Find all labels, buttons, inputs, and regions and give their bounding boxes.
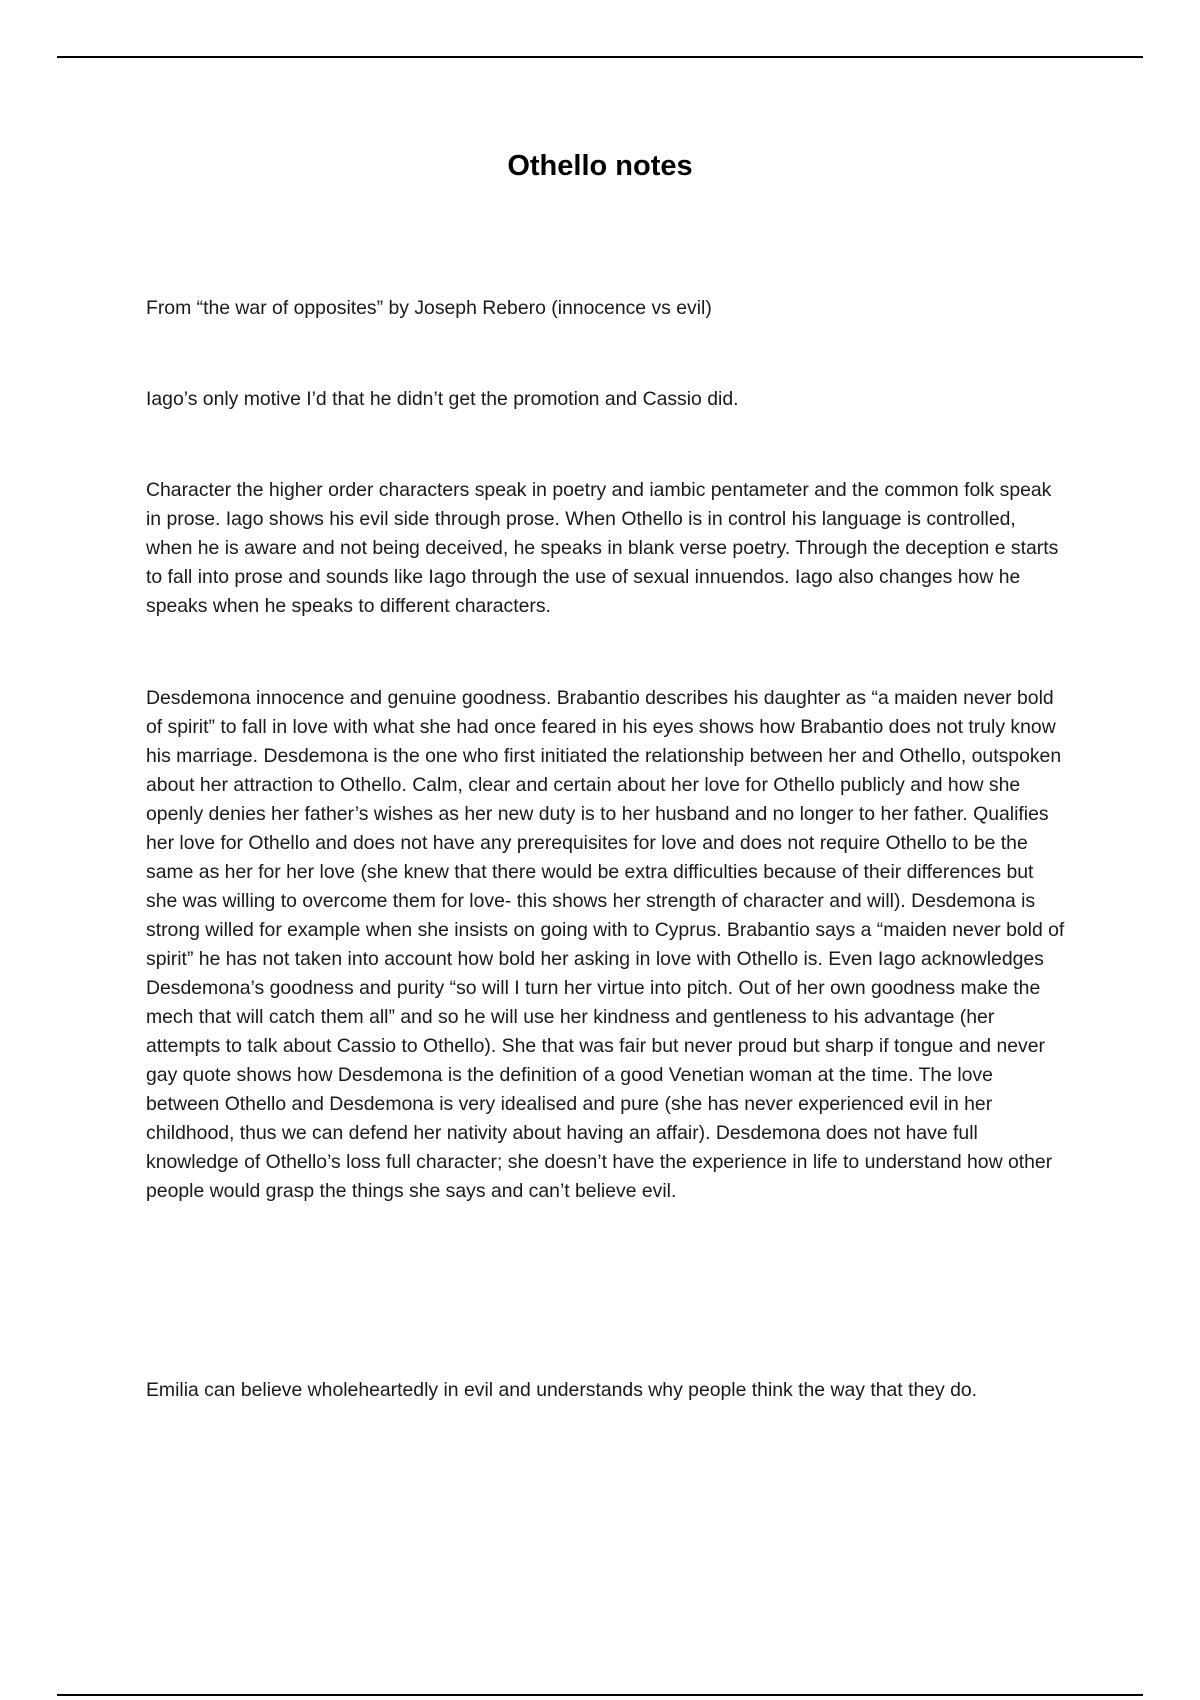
character-paragraph: Character the higher order characters speak in poetry and iambic pentameter and the common folk speak in prose. Iago shows his evil side through prose. When Othello is in control his language is controlled, when he is aware and not being deceived, he speaks in blank verse poetry. Through the deception e starts to fall into prose and sounds like Iago through the use of sexual innuendos. Iago also changes how he speaks when he speaks to different characters. <box>146 479 1059 617</box>
page-title: Othello notes <box>507 150 693 182</box>
iago-motive-paragraph: Iago’s only motive I’d that he didn’t get the promotion and Cassio did. <box>146 388 739 410</box>
top-rule <box>57 56 1143 58</box>
desdemona-paragraph: Desdemona innocence and genuine goodness. Brabantio describes his daughter as “a maiden never bold of spirit” to fall in love with what she had once feared in his eyes shows how Brabantio does not truly know his marriage. Desdemona is the one who first initiated the relationship between her and Othello, outspoken about her attraction to Othello. Calm, clear and certain about her love for Othello publicly and how she openly denies her father’s wishes as her new duty is to her husband and no longer to her father. Qualifies her love for Othello and does not have any prerequisites for love and does not require Othello to be the same as her for her love (she knew that there would be extra difficulties because of their differences but she was willing to overcome them for love- this shows her strength of character and will). Desdemona is strong willed for example when she insists on going with to Cyprus. Brabantio says a “maiden never bold of spirit” he has not taken into account how bold her asking in love with Othello is. Even Iago acknowledges Desdemona’s goodness and purity “so will I turn her virtue into pitch. Out of her own goodness make the mech that will catch them all” and so he will use her kindness and gentleness to his advantage (her attempts to talk about Cassio to Othello). She that was fair but never proud but sharp if tongue and never gay quote shows how Desdemona is the definition of a good Venetian woman at the time. The love between Othello and Desdemona is very idealised and pure (she has never experienced evil in her childhood, thus we can defend her nativity about having an affair). Desdemona does not have full knowledge of Othello’s loss full character; she doesn’t have the experience in life to understand how other people would grasp the things she says and can’t believe evil. <box>146 687 1065 1202</box>
source-paragraph: From “the war of opposites” by Joseph Rebero (innocence vs evil) <box>146 297 712 319</box>
emilia-paragraph: Emilia can believe wholeheartedly in evil and understands why people think the way that they do. <box>146 1379 978 1401</box>
bottom-rule <box>57 1694 1143 1696</box>
